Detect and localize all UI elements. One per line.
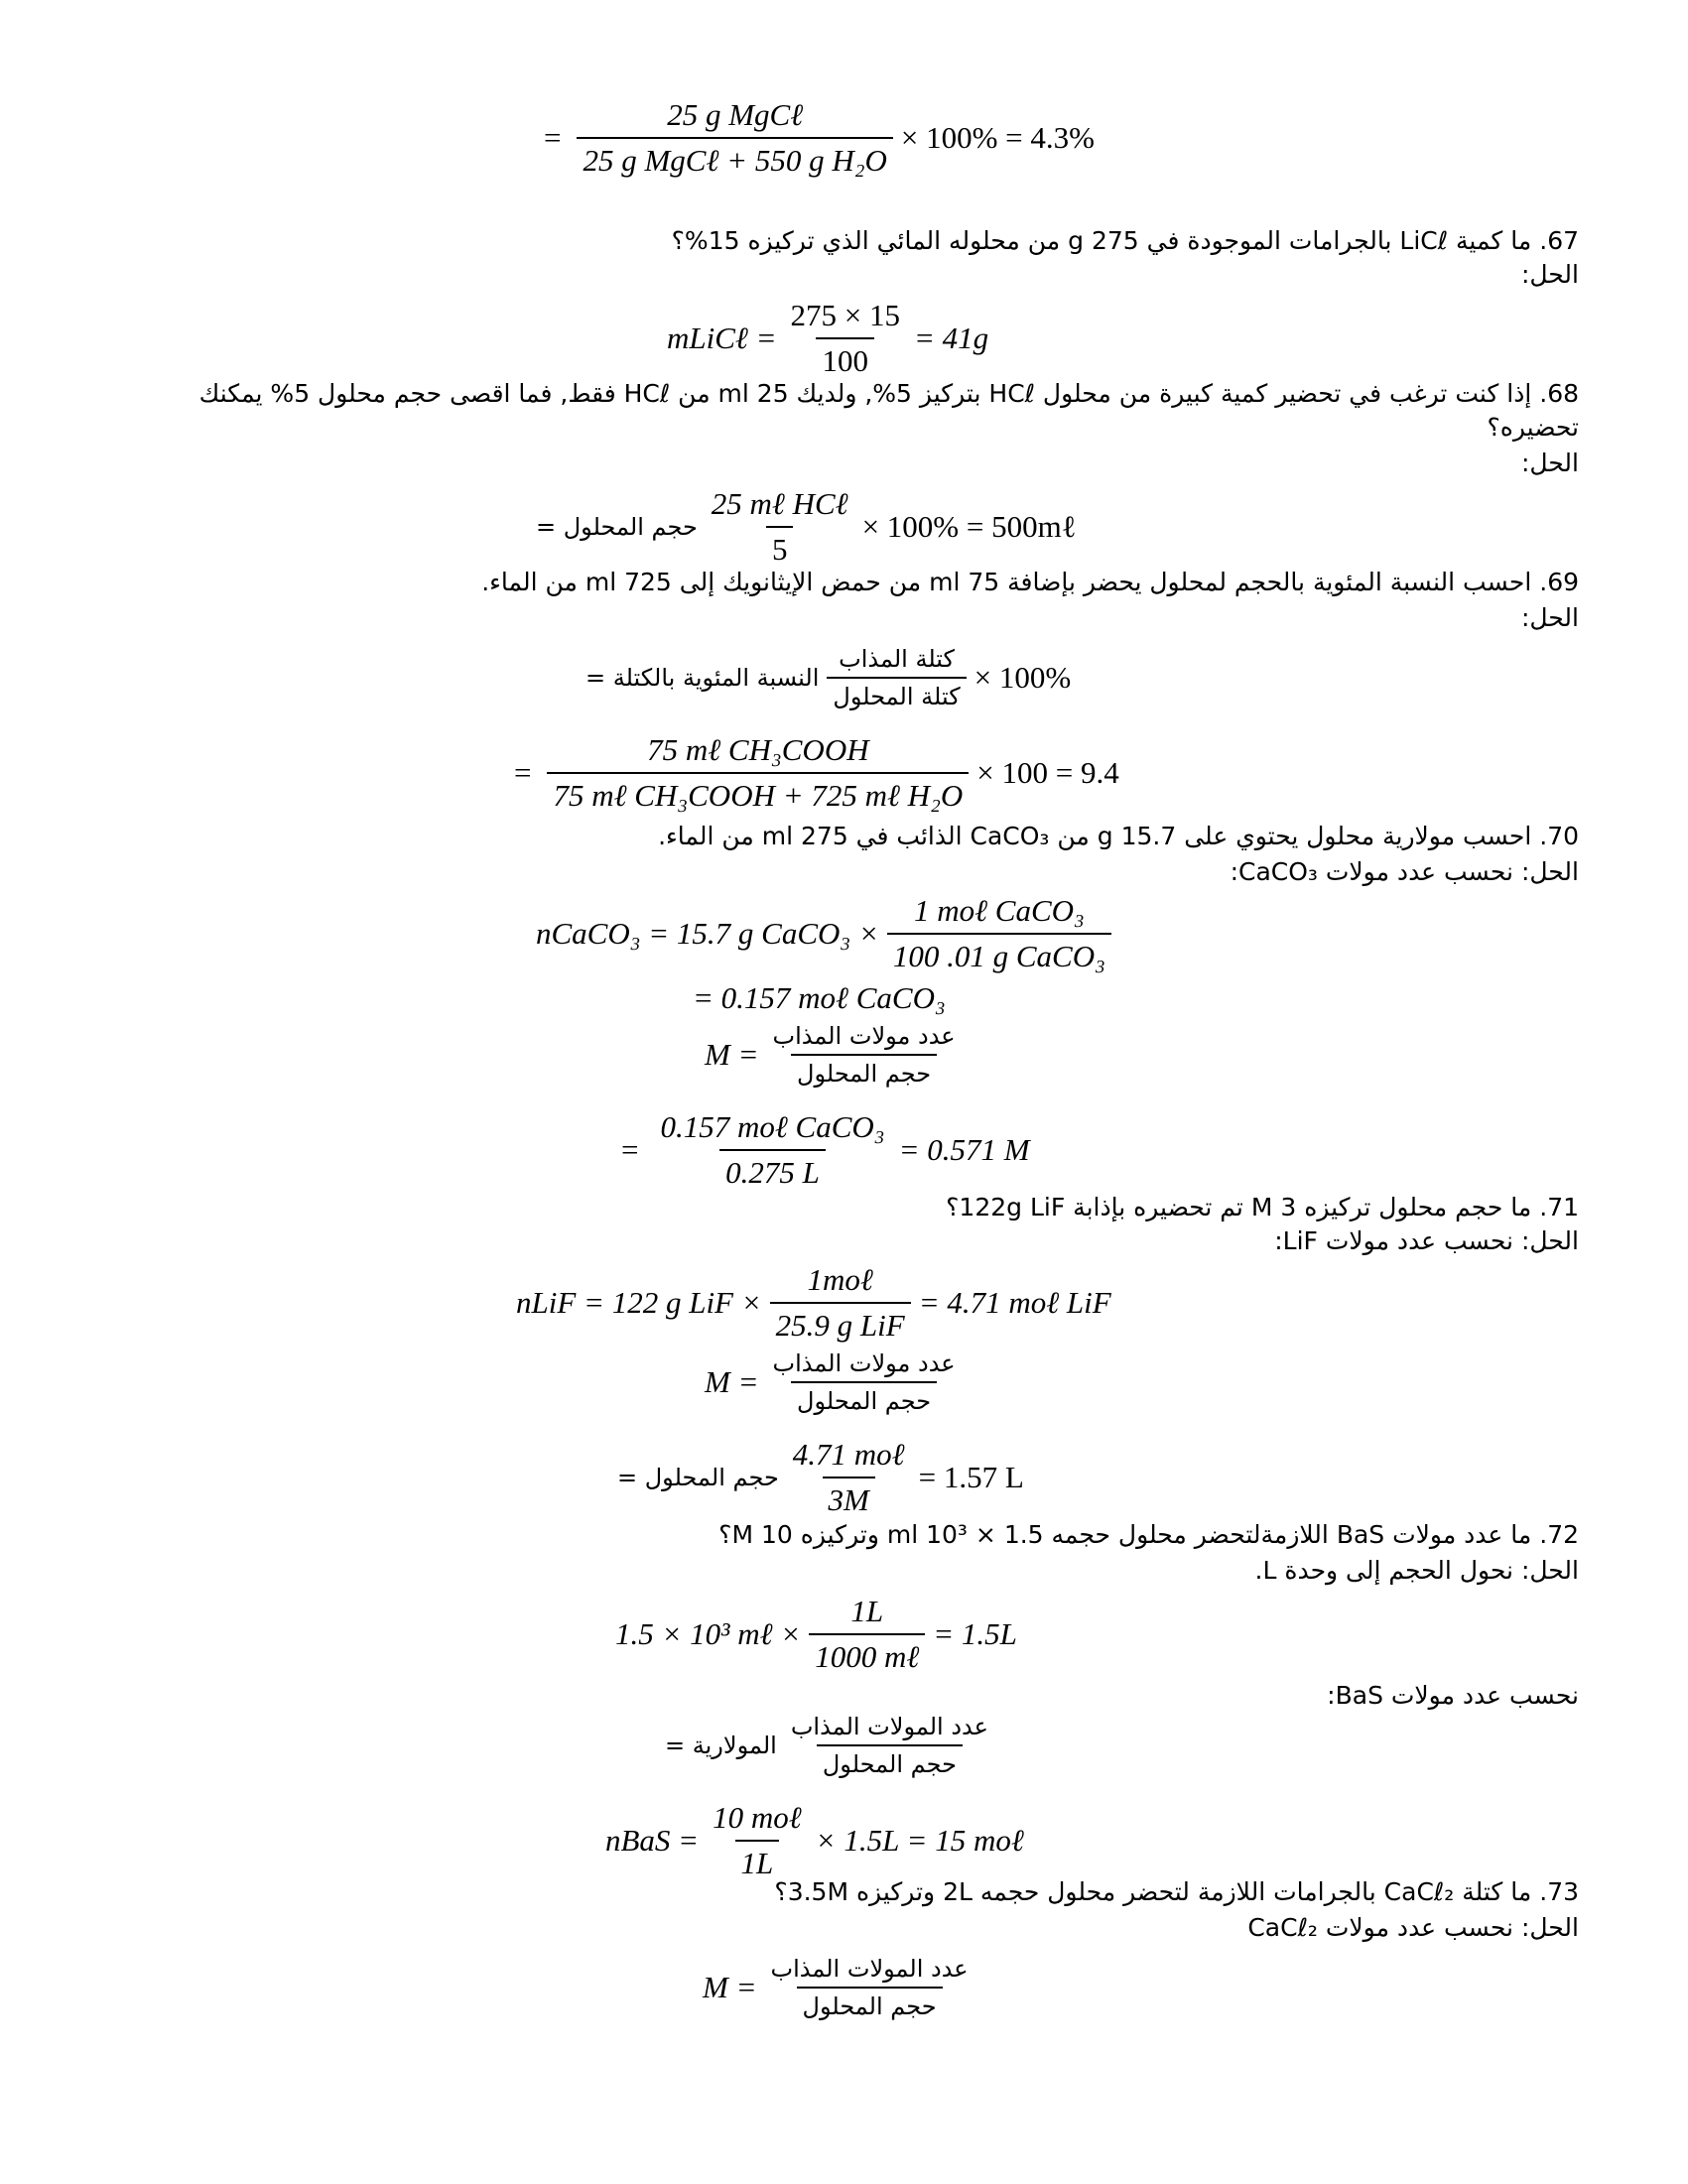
equation-molarity-definition: M = $\frac{\text{عدد مولات المذاب}}{\text{حجم المحلول}}$ (705, 1349, 956, 1415)
solution-label: الحل: (1520, 603, 1579, 632)
equation-molarity-definition: المولارية = $\frac{\text{عدد المولات المذاب}}{\text{حجم المحلول}}$ (665, 1713, 988, 1778)
equation-hcl-volume: حجم المحلول = $\frac{\text{25 mℓ HCℓ}}{5}$ × 100% = 500mℓ (536, 486, 1077, 567)
equation-mgcl-percent: = $\frac{\text{25 g MgCℓ}}{\text{25 g MgCℓ + 550 g H₂O}}$ × 100% = 4.3% (544, 97, 1095, 178)
equation-licl-mass: mLiCℓ = $\frac{275 \times 15}{100}$ = 41g (667, 298, 989, 378)
solution-label: الحل: (1520, 449, 1579, 477)
question-67: 67. ما كمية LiCℓ بالجرامات الموجودة في g 275 من محلوله المائي الذي تركيزه 15%؟ (671, 226, 1579, 255)
equation-bas-moles: nBaS = $\frac{\text{10 moℓ}}{1L}$ × 1.5L = 15 moℓ (605, 1800, 1024, 1880)
question-69: 69. احسب النسبة المئوية بالحجم لمحلول يحضر بإضافة ml 75 من حمض الإيثانويك إلى ml 725 من الماء. (481, 568, 1579, 596)
equation-lif-moles: nLiF = 122 g LiF × $\frac{\text{1moℓ}}{\text{25.9 g LiF}}$ = 4.71 moℓ LiF (516, 1262, 1111, 1343)
solution-label: الحل: نحسب عدد مولات CaCO₃: (1230, 857, 1579, 886)
equation-caco3-moles: nCaCO₃ = 15.7 g CaCO₃ × $\frac{\text{1 moℓ CaCO₃}}{\text{100 .01 g CaCO₃}}$ (536, 893, 1119, 974)
question-68: 68. إذا كنت ترغب في تحضير كمية كبيرة من محلول HCℓ بتركيز 5%, ولديك ml 25 من HCℓ فقط, فما اقصى حجم محلول 5% يمكنك تحضيره؟ (198, 379, 1579, 442)
solution-label: الحل: نحول الحجم إلى وحدة L. (1254, 1556, 1579, 1585)
solution-label: الحل: نحسب عدد مولات CaCℓ₂ (1247, 1913, 1579, 1942)
step-label: نحسب عدد مولات BaS: (1327, 1681, 1579, 1710)
equation-acetic-acid-percent: = $\frac{\text{75 mℓ CH₃COOH}}{\text{75 mℓ CH₃COOH + 725 mℓ H₂O}}$ × 100 = 9.4 (514, 732, 1119, 813)
equation-caco3-molarity: = $\frac{\text{0.157 moℓ CaCO₃}}{0.275 L}$ = 0.571 M (621, 1109, 1030, 1190)
question-72: 72. ما عدد مولات BaS اللازمةلتحضر محلول حجمه 1.5 × 10³ ml وتركيزه 10 M؟ (718, 1520, 1579, 1549)
solution-label: الحل: (1520, 260, 1579, 289)
equation-molarity-definition: M = $\frac{\text{عدد المولات المذاب}}{\text{حجم المحلول}}$ (703, 1955, 969, 2020)
question-73: 73. ما كتلة CaCℓ₂ بالجرامات اللازمة لتحضر محلول حجمه 2L وتركيزه 3.5M؟ (774, 1877, 1579, 1906)
equation-molarity-definition: M = $\frac{\text{عدد مولات المذاب}}{\text{حجم المحلول}}$ (705, 1022, 956, 1088)
fraction: $\frac{\text{25 g MgCℓ}}{\text{25 g MgCℓ + 550 g H₂O}}$ (577, 97, 892, 179)
solution-label: الحل: نحسب عدد مولات LiF: (1274, 1226, 1579, 1255)
question-71: 71. ما حجم محلول تركيزه M 3 تم تحضيره بإذابة 122g LiF؟ (946, 1193, 1579, 1221)
equation-caco3-moles-result: = 0.157 moℓ CaCO₃ (693, 980, 946, 1015)
equation-percent-by-mass: النسبة المئوية بالكتلة = $\frac{\text{كتلة المذاب}}{\text{كتلة المحلول}}$ × 100% (585, 645, 1072, 710)
equation-lif-volume: حجم المحلول = $\frac{\text{4.71 moℓ}}{3M}$ = 1.57 L (617, 1437, 1024, 1517)
question-70: 70. احسب مولارية محلول يحتوي على g 15.7 من CaCO₃ الذائب في ml 275 من الماء. (658, 822, 1579, 850)
equation-volume-conversion: 1.5 × 10³ mℓ × $\frac{1L}{\text{1000 mℓ}}$ = 1.5L (615, 1594, 1017, 1674)
